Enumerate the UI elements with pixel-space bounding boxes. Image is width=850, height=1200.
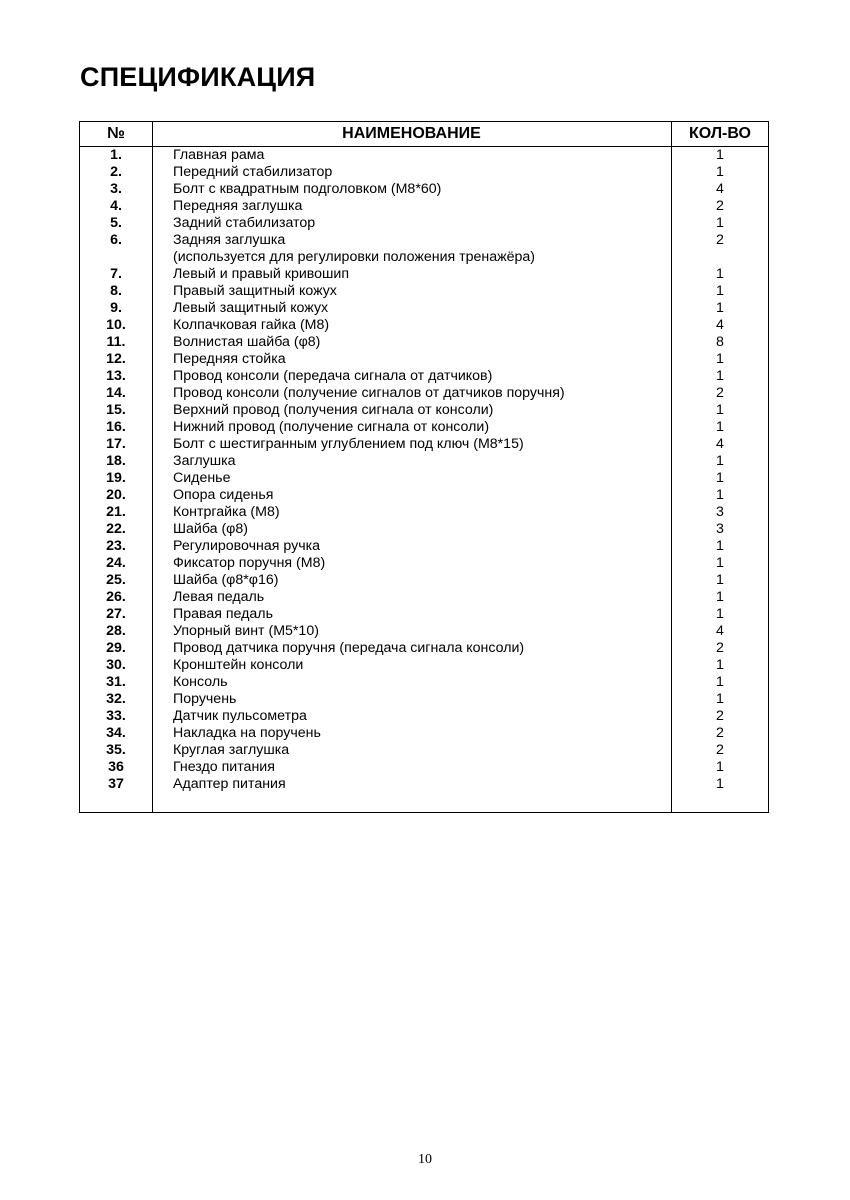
item-number: 14. (106, 385, 126, 401)
item-number: 7. (110, 266, 122, 282)
item-number: 20. (106, 487, 126, 503)
item-number: 36 (108, 759, 124, 775)
item-quantity: 1 (716, 402, 724, 418)
item-quantity: 1 (716, 538, 724, 554)
item-quantity: 1 (716, 674, 724, 690)
item-number: 28. (106, 623, 126, 639)
table-row (80, 725, 768, 742)
item-number: 31. (106, 674, 126, 690)
item-number: 4. (110, 198, 122, 214)
item-name: Провод консоли (передача сигнала от датчиков) (173, 368, 493, 384)
table-row (80, 708, 768, 725)
item-name: Нижний провод (получение сигнала от консоли) (173, 419, 490, 435)
item-number: 1. (110, 147, 122, 163)
item-name: Гнездо питания (173, 759, 275, 775)
item-quantity: 1 (716, 368, 724, 384)
item-number: 21. (106, 504, 126, 520)
table-row (80, 385, 768, 402)
item-number: 27. (106, 606, 126, 622)
item-number: 2. (110, 164, 122, 180)
item-name: Шайба (φ8) (173, 521, 248, 537)
item-name: Поручень (173, 691, 237, 707)
table-row (80, 147, 768, 164)
item-name: Заглушка (173, 453, 236, 469)
item-name: Упорный винт (M5*10) (173, 623, 319, 639)
item-number: 11. (106, 334, 126, 350)
item-number: 8. (110, 283, 122, 299)
table-row (80, 215, 768, 232)
item-number: 17. (106, 436, 126, 452)
item-quantity: 4 (716, 317, 724, 333)
item-name: Главная рама (173, 147, 265, 163)
table-row (80, 300, 768, 317)
item-number: 29. (106, 640, 126, 656)
item-name: Левая педаль (173, 589, 265, 605)
table-row (80, 232, 768, 249)
item-quantity: 1 (716, 555, 724, 571)
item-quantity: 3 (716, 521, 724, 537)
item-name: Провод консоли (получение сигналов от датчиков поручня) (173, 385, 565, 401)
item-quantity: 1 (716, 487, 724, 503)
table-row (80, 453, 768, 470)
item-name: Болт с шестигранным углублением под ключ (M8*15) (173, 436, 524, 452)
table-row (80, 691, 768, 708)
item-name: Контргайка (M8) (173, 504, 280, 520)
item-quantity: 2 (716, 232, 724, 248)
item-number: 10. (106, 317, 126, 333)
table-row (80, 674, 768, 691)
item-name: Левый защитный кожух (173, 300, 329, 316)
item-number: 9. (110, 300, 122, 316)
table-row (80, 487, 768, 504)
item-name: Задний стабилизатор (173, 215, 316, 231)
item-name: Задняя заглушка (173, 232, 286, 248)
table-row (80, 640, 768, 657)
item-quantity: 2 (716, 725, 724, 741)
item-number: 23. (106, 538, 126, 554)
item-name: Передняя заглушка (173, 198, 303, 214)
table-row (80, 555, 768, 572)
item-quantity: 2 (716, 742, 724, 758)
item-quantity: 1 (716, 759, 724, 775)
item-quantity: 8 (716, 334, 724, 350)
item-quantity: 1 (716, 453, 724, 469)
table-row (80, 776, 768, 793)
item-name: Правый защитный кожух (173, 283, 337, 299)
table-row (80, 742, 768, 759)
item-quantity: 1 (716, 164, 724, 180)
item-quantity: 1 (716, 147, 724, 163)
item-name: Накладка на поручень (173, 725, 321, 741)
item-number: 35. (106, 742, 126, 758)
item-quantity: 1 (716, 215, 724, 231)
item-quantity: 4 (716, 181, 724, 197)
table-row (80, 538, 768, 555)
item-name: Колпачковая гайка (M8) (173, 317, 330, 333)
item-quantity: 2 (716, 708, 724, 724)
item-number: 18. (106, 453, 126, 469)
table-row (80, 521, 768, 538)
item-quantity: 1 (716, 300, 724, 316)
table-row (80, 572, 768, 589)
item-name: Провод датчика поручня (передача сигнала консоли) (173, 640, 525, 656)
item-quantity: 1 (716, 776, 724, 792)
item-quantity: 1 (716, 572, 724, 588)
table-header-row (80, 122, 768, 147)
item-quantity: 2 (716, 640, 724, 656)
item-number: 32. (106, 691, 126, 707)
table-row (80, 164, 768, 181)
item-number: 5. (110, 215, 122, 231)
item-quantity: 1 (716, 351, 724, 367)
item-number: 13. (106, 368, 126, 384)
table-row (80, 402, 768, 419)
item-name: Кронштейн консоли (173, 657, 304, 673)
specification-table (79, 121, 769, 813)
item-number: 26. (106, 589, 126, 605)
item-quantity: 2 (716, 385, 724, 401)
item-name: Круглая заглушка (173, 742, 290, 758)
table-row (80, 317, 768, 334)
item-name: Опора сиденья (173, 487, 274, 503)
table-row (80, 657, 768, 674)
item-name: Болт с квадратным подголовком (M8*60) (173, 181, 442, 197)
table-row (80, 334, 768, 351)
item-name: Датчик пульсометра (173, 708, 307, 724)
item-name: Консоль (173, 674, 228, 690)
header-number: № (107, 125, 125, 142)
item-quantity: 1 (716, 657, 724, 673)
table-row (80, 266, 768, 283)
item-number: 37 (108, 776, 124, 792)
item-quantity: 2 (716, 198, 724, 214)
item-name: Регулировочная ручка (173, 538, 320, 554)
table-row (80, 419, 768, 436)
item-number: 15. (106, 402, 126, 418)
page-number: 10 (418, 1152, 432, 1167)
item-name: Верхний провод (получения сигнала от консоли) (173, 402, 494, 418)
item-quantity: 1 (716, 283, 724, 299)
item-name: (используется для регулировки положения тренажёра) (173, 249, 536, 265)
item-quantity: 3 (716, 504, 724, 520)
item-quantity: 4 (716, 436, 724, 452)
item-quantity: 1 (716, 419, 724, 435)
item-number: 33. (106, 708, 126, 724)
item-number: 24. (106, 555, 126, 571)
item-name: Сиденье (173, 470, 231, 486)
table-row (80, 589, 768, 606)
item-quantity: 1 (716, 691, 724, 707)
table-row (80, 351, 768, 368)
table-row (80, 181, 768, 198)
item-name: Волнистая шайба (φ8) (173, 334, 321, 350)
table-row (80, 198, 768, 215)
item-name: Правая педаль (173, 606, 273, 622)
item-quantity: 1 (716, 589, 724, 605)
header-name: НАИМЕНОВАНИЕ (342, 125, 481, 142)
table-row (80, 436, 768, 453)
item-number: 34. (106, 725, 126, 741)
table-row (80, 504, 768, 521)
item-name: Передний стабилизатор (173, 164, 333, 180)
item-quantity: 1 (716, 470, 724, 486)
item-name: Передняя стойка (173, 351, 286, 367)
item-name: Адаптер питания (173, 776, 286, 792)
item-name: Левый и правый кривошип (173, 266, 350, 282)
item-number: 12. (106, 351, 126, 367)
item-number: 3. (110, 181, 122, 197)
item-number: 30. (106, 657, 126, 673)
item-number: 22. (106, 521, 126, 537)
header-quantity: КОЛ-ВО (689, 125, 751, 142)
item-number: 6. (110, 232, 122, 248)
table-row (80, 759, 768, 776)
item-name: Фиксатор поручня (M8) (173, 555, 326, 571)
page-title: СПЕЦИФИКАЦИЯ (80, 62, 316, 92)
table-body (80, 147, 768, 793)
table-row (80, 606, 768, 623)
item-number: 25. (106, 572, 126, 588)
table-row (80, 623, 768, 640)
table-row (80, 283, 768, 300)
table-row (80, 470, 768, 487)
item-number: 19. (106, 470, 126, 486)
item-quantity: 1 (716, 266, 724, 282)
item-quantity: 1 (716, 606, 724, 622)
item-number: 16. (106, 419, 126, 435)
item-name: Шайба (φ8*φ16) (173, 572, 279, 588)
item-quantity: 4 (716, 623, 724, 639)
table-row (80, 249, 768, 266)
table-row (80, 368, 768, 385)
